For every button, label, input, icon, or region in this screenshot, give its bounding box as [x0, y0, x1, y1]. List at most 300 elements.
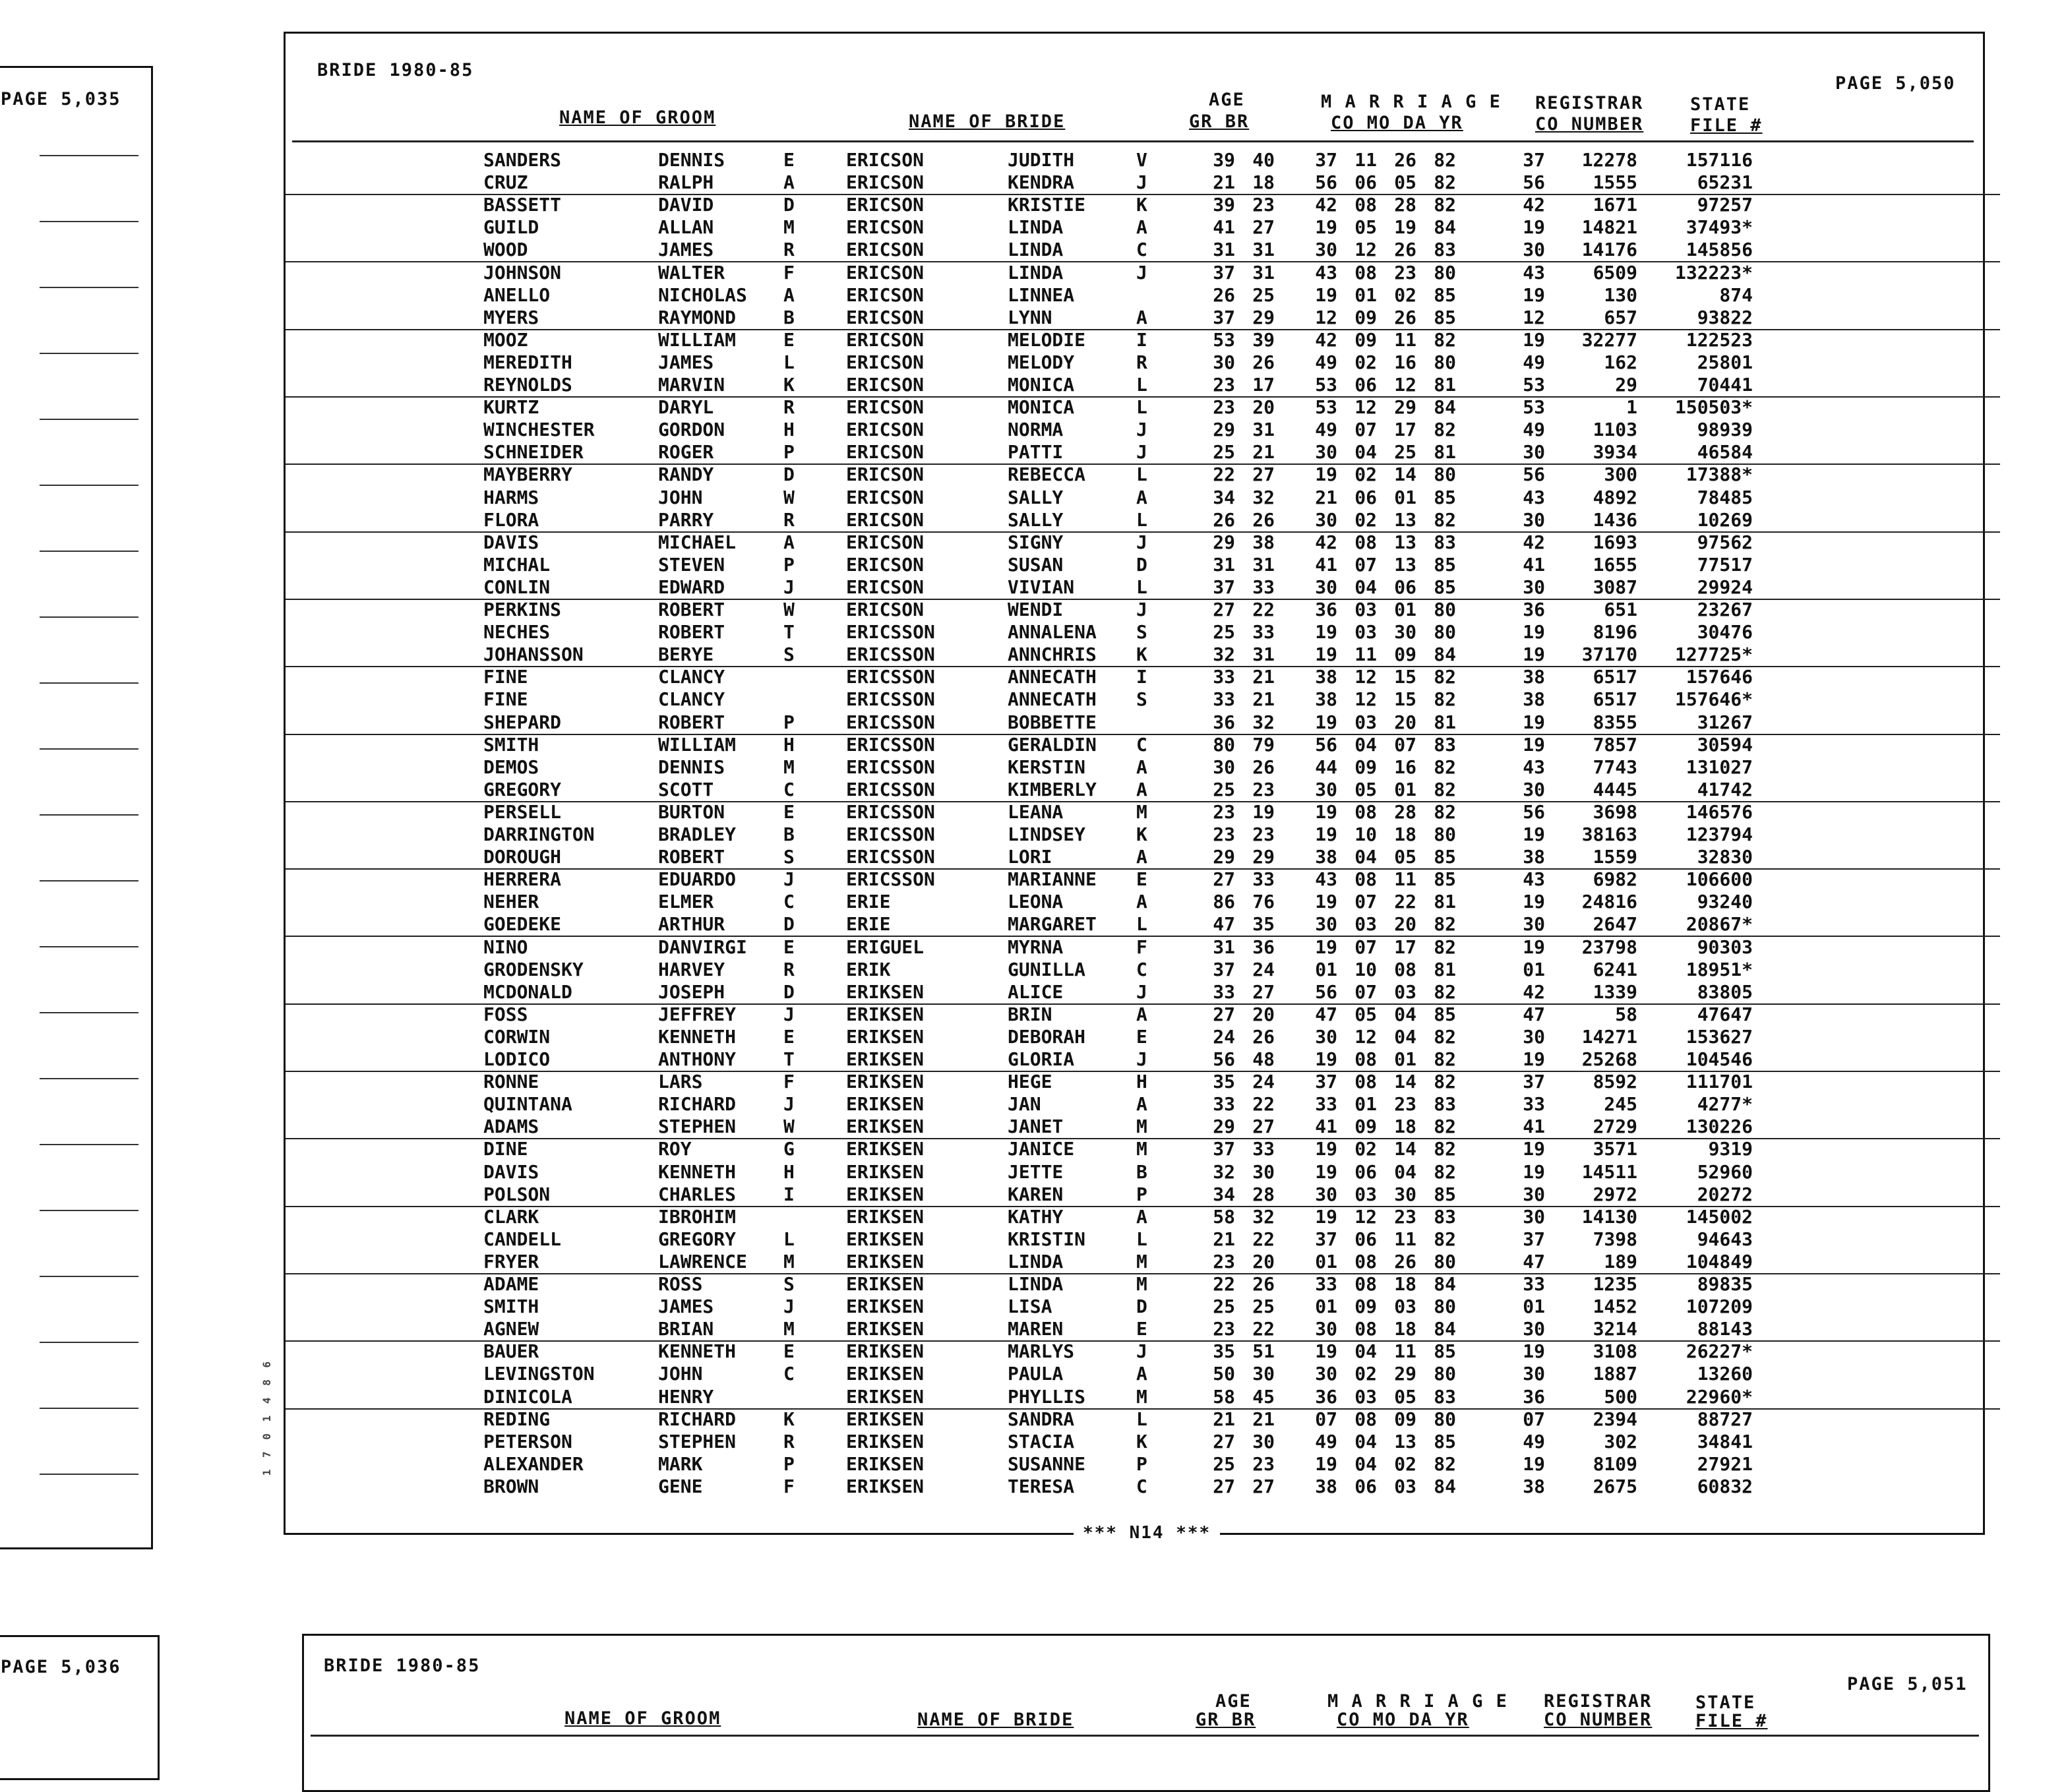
bride-age: 29: [1252, 846, 1275, 868]
state-file-number: 107209: [1686, 1296, 1753, 1318]
marriage-county: 53: [1315, 374, 1337, 396]
registrar-number: 12278: [1581, 149, 1637, 171]
table-row: [286, 171, 2000, 195]
registrar-number: 8355: [1593, 711, 1637, 733]
state-file-number: 70441: [1697, 374, 1753, 396]
registrar-county: 19: [1523, 1160, 1545, 1183]
groom-first-name: JOSEPH: [658, 980, 725, 1003]
groom-middle-initial: E: [783, 936, 795, 958]
registrar-number: 130: [1604, 284, 1637, 306]
bride-age: 26: [1252, 351, 1275, 373]
registrar-county: 12: [1523, 306, 1545, 328]
bride-age: 18: [1252, 171, 1275, 194]
stub-rule-line: [40, 221, 138, 222]
marriage-month: 03: [1354, 711, 1377, 733]
marriage-year: 81: [1434, 711, 1456, 733]
bride-first-name: MYRNA: [1008, 936, 1064, 958]
marriage-year: 82: [1434, 194, 1456, 216]
groom-age: 23: [1213, 1318, 1235, 1340]
table-row: [286, 1273, 2000, 1296]
table-row: [286, 194, 2000, 216]
bride-last-name: ERICSON: [846, 576, 925, 598]
marriage-month: 02: [1354, 508, 1377, 531]
bride-age: 31: [1252, 643, 1275, 666]
groom-middle-initial: R: [783, 396, 795, 419]
bride-age: 21: [1252, 1408, 1275, 1430]
table-row: [286, 1116, 2000, 1139]
marriage-year: 80: [1434, 823, 1456, 845]
bride-middle-initial: J: [1136, 171, 1147, 194]
marriage-day: 02: [1394, 284, 1416, 306]
bride-first-name: BRIN: [1008, 1003, 1052, 1025]
stub-rule-line: [40, 880, 138, 881]
table-row: [286, 1476, 2000, 1498]
groom-age: 27: [1213, 599, 1235, 620]
stub-rule-line: [40, 616, 138, 618]
bride-middle-initial: H: [1136, 1071, 1147, 1093]
left-stub-bottom-page-label: PAGE 5,036: [1, 1657, 121, 1677]
registrar-county: 30: [1523, 1205, 1545, 1228]
marriage-month: 04: [1354, 1340, 1377, 1363]
groom-middle-initial: E: [783, 1025, 795, 1048]
marriage-day: 28: [1394, 800, 1416, 823]
marriage-county: 37: [1315, 149, 1337, 171]
marriage-day: 29: [1394, 396, 1416, 419]
table-row: [286, 1026, 2000, 1048]
groom-last-name: ADAMS: [483, 1116, 539, 1138]
bride-last-name: ERICSON: [846, 194, 925, 216]
table-row: [286, 149, 2000, 171]
groom-middle-initial: D: [783, 913, 795, 936]
marriage-county: 19: [1315, 823, 1337, 845]
bride-middle-initial: I: [1136, 328, 1147, 351]
next-state-subheader: FILE #: [1695, 1711, 1768, 1731]
table-row: [286, 779, 2000, 802]
marriage-day: 26: [1394, 149, 1416, 171]
marriage-day: 13: [1394, 553, 1416, 576]
marriage-year: 82: [1434, 1160, 1456, 1183]
registrar-column-header: REGISTRAR: [1535, 93, 1644, 113]
bride-first-name: LINDA: [1008, 1273, 1064, 1295]
marriage-county: 33: [1315, 1273, 1337, 1295]
bride-last-name: ERIKSEN: [846, 1385, 925, 1408]
bride-last-name: ERIKSEN: [846, 1093, 925, 1116]
bride-age: 51: [1252, 1340, 1275, 1363]
bride-last-name: ERIKSEN: [846, 1475, 925, 1497]
state-file-number: 106600: [1686, 868, 1753, 891]
bride-middle-initial: L: [1136, 1228, 1147, 1250]
groom-last-name: PETERSON: [483, 1430, 572, 1452]
bride-age: 22: [1252, 599, 1275, 620]
groom-age: 25: [1213, 1452, 1235, 1475]
marriage-day: 11: [1394, 1340, 1416, 1363]
table-row: [286, 531, 2000, 554]
groom-last-name: MOOZ: [483, 328, 528, 351]
groom-first-name: LAWRENCE: [658, 1250, 747, 1272]
bride-age: 30: [1252, 1430, 1275, 1452]
groom-age: 32: [1213, 643, 1235, 666]
state-file-number: 65231: [1697, 171, 1753, 194]
groom-last-name: MEREDITH: [483, 351, 572, 373]
groom-age: 23: [1213, 1250, 1235, 1272]
bride-first-name: SANDRA: [1008, 1408, 1075, 1430]
groom-middle-initial: M: [783, 216, 795, 239]
marriage-month: 02: [1354, 1138, 1377, 1160]
bride-age: 21: [1252, 666, 1275, 688]
registrar-number: 1655: [1593, 553, 1637, 576]
groom-age: 29: [1213, 1116, 1235, 1138]
groom-first-name: STEPHEN: [658, 1430, 737, 1452]
groom-middle-initial: A: [783, 531, 795, 553]
bride-last-name: ERICSON: [846, 419, 925, 441]
main-page-number: PAGE 5,050: [1835, 73, 1956, 94]
state-file-number: 31267: [1697, 711, 1753, 733]
bride-middle-initial: K: [1136, 1430, 1147, 1452]
stub-rule-line: [40, 353, 138, 354]
bride-age: 20: [1252, 1250, 1275, 1272]
table-row: [286, 846, 2000, 870]
groom-age: 30: [1213, 351, 1235, 373]
bride-age: 23: [1252, 778, 1275, 800]
registrar-county: 38: [1523, 666, 1545, 688]
bride-middle-initial: D: [1136, 553, 1147, 576]
marriage-year: 85: [1434, 306, 1456, 328]
marriage-year: 82: [1434, 778, 1456, 800]
groom-last-name: DOROUGH: [483, 846, 562, 868]
bride-middle-initial: M: [1136, 1273, 1147, 1295]
bride-last-name: ERICSON: [846, 508, 925, 531]
groom-last-name: GOEDEKE: [483, 913, 562, 936]
bride-age: 76: [1252, 891, 1275, 913]
bride-column-header: NAME OF BRIDE: [909, 111, 1066, 132]
marriage-county: 30: [1315, 441, 1337, 463]
marriage-day: 11: [1394, 868, 1416, 891]
marriage-month: 09: [1354, 328, 1377, 351]
state-file-number: 111701: [1686, 1071, 1753, 1093]
registrar-number: 3108: [1593, 1340, 1637, 1363]
groom-age: 37: [1213, 261, 1235, 284]
marriage-county: 19: [1315, 1452, 1337, 1475]
registrar-number: 162: [1604, 351, 1637, 373]
bride-middle-initial: L: [1136, 1408, 1147, 1430]
groom-last-name: SMITH: [483, 733, 539, 756]
groom-last-name: WINCHESTER: [483, 419, 595, 441]
marriage-month: 12: [1354, 1025, 1377, 1048]
marriage-year: 84: [1434, 643, 1456, 666]
registrar-county: 43: [1523, 756, 1545, 778]
bride-middle-initial: J: [1136, 531, 1147, 553]
registrar-county: 38: [1523, 1475, 1545, 1497]
bride-last-name: ERICSSON: [846, 846, 935, 868]
state-file-number: 146576: [1686, 800, 1753, 823]
age-subheader: GR BR: [1189, 111, 1250, 132]
registrar-number: 302: [1604, 1430, 1637, 1452]
bride-middle-initial: A: [1136, 891, 1147, 913]
marriage-month: 06: [1354, 1475, 1377, 1497]
state-file-number: 157646*: [1674, 688, 1753, 711]
bride-age: 33: [1252, 1138, 1275, 1160]
bride-first-name: HEGE: [1008, 1071, 1052, 1093]
groom-age: 34: [1213, 486, 1235, 508]
marriage-county: 56: [1315, 733, 1337, 756]
registrar-county: 49: [1523, 351, 1545, 373]
bride-middle-initial: J: [1136, 980, 1147, 1003]
table-row: [286, 576, 2000, 600]
state-file-number: 20867*: [1686, 913, 1753, 936]
groom-first-name: STEPHEN: [658, 1116, 737, 1138]
table-row: [286, 329, 2000, 351]
marriage-day: 04: [1394, 1160, 1416, 1183]
bride-last-name: ERICSSON: [846, 643, 935, 666]
bride-first-name: MELODY: [1008, 351, 1075, 373]
registrar-number: 4445: [1593, 778, 1637, 800]
bride-age: 33: [1252, 576, 1275, 598]
table-row: [286, 554, 2000, 576]
bride-age: 48: [1252, 1048, 1275, 1070]
marriage-month: 07: [1354, 936, 1377, 958]
registrar-county: 19: [1523, 643, 1545, 666]
marriage-day: 14: [1394, 463, 1416, 486]
groom-last-name: MICHAL: [483, 553, 551, 576]
state-file-number: 88727: [1697, 1408, 1753, 1430]
bride-last-name: ERIKSEN: [846, 1071, 925, 1093]
marriage-year: 80: [1434, 1363, 1456, 1385]
marriage-month: 09: [1354, 756, 1377, 778]
groom-middle-initial: R: [783, 1430, 795, 1452]
marriage-month: 08: [1354, 194, 1377, 216]
groom-last-name: LEVINGSTON: [483, 1363, 595, 1385]
bride-last-name: ERIKSEN: [846, 1228, 925, 1250]
bride-age: 28: [1252, 1183, 1275, 1205]
bride-first-name: MONICA: [1008, 374, 1075, 396]
groom-first-name: GORDON: [658, 419, 725, 441]
groom-first-name: PARRY: [658, 508, 714, 531]
registrar-county: 30: [1523, 1025, 1545, 1048]
bride-middle-initial: L: [1136, 374, 1147, 396]
groom-last-name: JOHANSSON: [483, 643, 584, 666]
groom-middle-initial: S: [783, 643, 795, 666]
marriage-month: 12: [1354, 239, 1377, 261]
groom-last-name: MYERS: [483, 306, 539, 328]
groom-middle-initial: M: [783, 756, 795, 778]
groom-age: 23: [1213, 800, 1235, 823]
bride-last-name: ERIKSEN: [846, 1183, 925, 1205]
groom-first-name: RAYMOND: [658, 306, 737, 328]
groom-middle-initial: J: [783, 1296, 795, 1318]
state-file-number: 30594: [1697, 733, 1753, 756]
bride-first-name: PATTI: [1008, 441, 1064, 463]
marriage-day: 23: [1394, 261, 1416, 284]
stub-rule-line: [40, 551, 138, 552]
groom-age: 27: [1213, 868, 1235, 891]
groom-age: 53: [1213, 328, 1235, 351]
marriage-month: 08: [1354, 1250, 1377, 1272]
marriage-month: 09: [1354, 1296, 1377, 1318]
groom-middle-initial: E: [783, 149, 795, 171]
groom-last-name: BROWN: [483, 1475, 539, 1497]
groom-age: 58: [1213, 1205, 1235, 1228]
groom-last-name: ALEXANDER: [483, 1452, 584, 1475]
registrar-county: 19: [1523, 216, 1545, 239]
marriage-month: 04: [1354, 1452, 1377, 1475]
table-row: [286, 1318, 2000, 1342]
bride-last-name: ERIE: [846, 913, 891, 936]
table-row: [286, 1431, 2000, 1453]
state-file-number: 47647: [1697, 1003, 1753, 1025]
marriage-month: 08: [1354, 261, 1377, 284]
marriage-county: 19: [1315, 284, 1337, 306]
left-stub-top-page-label: PAGE 5,035: [1, 89, 121, 109]
bride-middle-initial: A: [1136, 1363, 1147, 1385]
bride-first-name: ALICE: [1008, 980, 1064, 1003]
table-row: [286, 1453, 2000, 1476]
registrar-county: 33: [1523, 1273, 1545, 1295]
marriage-day: 26: [1394, 306, 1416, 328]
marriage-day: 11: [1394, 1228, 1416, 1250]
bride-age: 45: [1252, 1385, 1275, 1408]
marriage-year: 82: [1434, 171, 1456, 194]
registrar-number: 7398: [1593, 1228, 1637, 1250]
marriage-month: 03: [1354, 621, 1377, 643]
state-file-number: 97257: [1697, 194, 1753, 216]
registrar-number: 6982: [1593, 868, 1637, 891]
table-row: [286, 1048, 2000, 1072]
left-stub-bottom: [0, 1635, 160, 1780]
marriage-day: 16: [1394, 351, 1416, 373]
bride-middle-initial: S: [1136, 688, 1147, 711]
groom-last-name: FINE: [483, 666, 528, 688]
marriage-month: 03: [1354, 1183, 1377, 1205]
groom-first-name: BRADLEY: [658, 823, 737, 845]
groom-middle-initial: B: [783, 823, 795, 845]
state-file-number: 104546: [1686, 1048, 1753, 1070]
state-file-number: 60832: [1697, 1475, 1753, 1497]
bride-middle-initial: C: [1136, 733, 1147, 756]
bride-middle-initial: A: [1136, 486, 1147, 508]
table-row: [286, 463, 2000, 486]
bride-first-name: KAREN: [1008, 1183, 1064, 1205]
state-file-number: 93240: [1697, 891, 1753, 913]
registrar-number: 245: [1604, 1093, 1637, 1116]
marriage-day: 03: [1394, 1296, 1416, 1318]
marriage-day: 16: [1394, 756, 1416, 778]
groom-first-name: IBROHIM: [658, 1205, 737, 1228]
marriage-day: 09: [1394, 643, 1416, 666]
bride-middle-initial: L: [1136, 463, 1147, 486]
bride-age: 17: [1252, 374, 1275, 396]
registrar-number: 1: [1626, 396, 1637, 419]
table-row: [286, 1296, 2000, 1318]
bride-first-name: NORMA: [1008, 419, 1064, 441]
groom-last-name: JOHNSON: [483, 261, 562, 284]
groom-first-name: DAVID: [658, 194, 714, 216]
registrar-county: 19: [1523, 621, 1545, 643]
bride-first-name: ANNALENA: [1008, 621, 1097, 643]
registrar-county: 30: [1523, 913, 1545, 936]
marriage-county: 19: [1315, 1340, 1337, 1363]
marriage-county: 38: [1315, 1475, 1337, 1497]
table-row: [286, 1206, 2000, 1228]
registrar-county: 49: [1523, 1430, 1545, 1452]
bride-age: 25: [1252, 1296, 1275, 1318]
groom-first-name: BURTON: [658, 800, 725, 823]
state-file-number: 104849: [1686, 1250, 1753, 1272]
groom-last-name: ANELLO: [483, 284, 551, 306]
registrar-county: 19: [1523, 891, 1545, 913]
marriage-year: 81: [1434, 891, 1456, 913]
registrar-number: 14176: [1581, 239, 1637, 261]
table-row: [286, 688, 2000, 711]
bride-age: 24: [1252, 958, 1275, 980]
state-file-number: 4277*: [1697, 1093, 1753, 1116]
bride-age: 33: [1252, 868, 1275, 891]
groom-middle-initial: A: [783, 171, 795, 194]
bride-last-name: ERIKSEN: [846, 1296, 925, 1318]
state-file-number: 145002: [1686, 1205, 1753, 1228]
marriage-year: 83: [1434, 1205, 1456, 1228]
groom-first-name: ROSS: [658, 1273, 703, 1295]
state-file-number: 37493*: [1686, 216, 1753, 239]
marriage-year: 80: [1434, 1296, 1456, 1318]
groom-age: 29: [1213, 846, 1235, 868]
bride-first-name: ANNECATH: [1008, 688, 1097, 711]
marriage-day: 14: [1394, 1138, 1416, 1160]
table-row: [286, 868, 2000, 891]
groom-age: 23: [1213, 374, 1235, 396]
stub-rule-line: [40, 485, 138, 486]
groom-first-name: ROGER: [658, 441, 714, 463]
registrar-county: 56: [1523, 463, 1545, 486]
marriage-day: 18: [1394, 1318, 1416, 1340]
bride-age: 21: [1252, 441, 1275, 463]
state-file-number: 90303: [1697, 936, 1753, 958]
stub-rule-line: [40, 1078, 138, 1079]
marriage-day: 03: [1394, 1475, 1416, 1497]
bride-age: 36: [1252, 936, 1275, 958]
marriage-year: 83: [1434, 239, 1456, 261]
registrar-county: 36: [1523, 599, 1545, 620]
groom-first-name: RICHARD: [658, 1093, 737, 1116]
marriage-county: 49: [1315, 351, 1337, 373]
groom-first-name: NICHOLAS: [658, 284, 747, 306]
marriage-day: 01: [1394, 1048, 1416, 1070]
marriage-year: 80: [1434, 1408, 1456, 1430]
bride-age: 27: [1252, 980, 1275, 1003]
groom-age: 34: [1213, 1183, 1235, 1205]
stub-rule-line: [40, 1474, 138, 1475]
bride-first-name: KIMBERLY: [1008, 778, 1097, 800]
marriage-county: 07: [1315, 1408, 1337, 1430]
groom-middle-initial: K: [783, 374, 795, 396]
registrar-number: 8196: [1593, 621, 1637, 643]
marriage-day: 26: [1394, 1250, 1416, 1272]
table-row: [286, 959, 2000, 981]
table-row: [286, 1138, 2000, 1160]
marriage-county: 01: [1315, 958, 1337, 980]
groom-last-name: CLARK: [483, 1205, 539, 1228]
bride-last-name: ERICSON: [846, 396, 925, 419]
bride-last-name: ERICSON: [846, 531, 925, 553]
bride-last-name: ERIKSEN: [846, 1273, 925, 1295]
bride-last-name: ERIKSEN: [846, 1452, 925, 1475]
state-file-number: 94643: [1697, 1228, 1753, 1250]
marriage-county: 30: [1315, 239, 1337, 261]
registrar-number: 14511: [1581, 1160, 1637, 1183]
groom-last-name: SCHNEIDER: [483, 441, 584, 463]
marriage-year: 81: [1434, 374, 1456, 396]
bride-last-name: ERIK: [846, 958, 891, 980]
state-file-number: 122523: [1686, 328, 1753, 351]
